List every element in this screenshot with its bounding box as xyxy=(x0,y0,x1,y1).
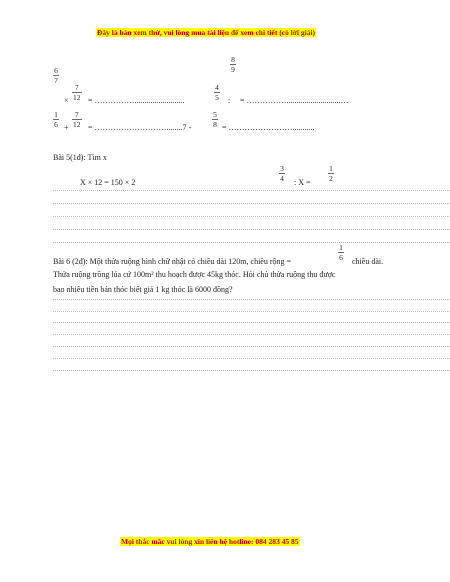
fraction-6-7 xyxy=(53,66,59,85)
answer-line xyxy=(53,370,450,371)
exercise-5-title: Bài 5(1đ): Tìm x xyxy=(53,153,107,162)
equation-2-mid: : X = xyxy=(294,178,311,187)
answer-blank: = ………………………........7 - xyxy=(88,123,192,132)
plus-operator: + xyxy=(64,123,69,132)
denominator: 6 xyxy=(339,253,343,262)
numerator: 1 xyxy=(54,110,58,119)
fraction-3-4 xyxy=(279,164,285,183)
answer-line xyxy=(53,322,450,323)
exercise-6-line-3: bao nhiêu tiền bán thóc biết giá 1 kg thóc là 6000 đồng? xyxy=(53,285,233,294)
fraction-1-6 xyxy=(53,110,59,129)
denominator: 7 xyxy=(54,76,58,85)
fraction-8-9 xyxy=(230,55,236,74)
fraction-7-12 xyxy=(72,110,82,129)
denominator: 12 xyxy=(73,120,81,129)
denominator: 12 xyxy=(73,93,81,102)
numerator: 3 xyxy=(280,164,284,173)
answer-line xyxy=(53,334,450,335)
fraction-4-5 xyxy=(214,83,220,102)
answer-blank: = ……………………........... xyxy=(222,123,315,132)
exercise-6-text-before: Bài 6 (2đ): Một thửa ruộng hình chữ nhật có chiều dài 120m, chiều rộng = xyxy=(53,257,292,266)
denominator: 5 xyxy=(215,93,219,102)
answer-blank: = ……………...........................… xyxy=(240,96,349,105)
multiply-operator: × xyxy=(64,96,69,105)
footer-banner: Mọi thắc mắc vui lòng xin liên hệ hotline: 084 283 45 85 xyxy=(121,537,299,546)
numerator: 5 xyxy=(213,110,217,119)
denominator: 9 xyxy=(231,65,235,74)
fraction-5-8 xyxy=(212,110,218,129)
answer-line xyxy=(53,358,450,359)
divide-operator: : xyxy=(228,96,231,105)
numerator: 7 xyxy=(74,110,79,119)
denominator: 6 xyxy=(54,120,58,129)
fraction-1-6 xyxy=(338,243,344,262)
answer-line xyxy=(53,203,450,204)
exercise-6-line-2: Thửa ruộng trồng lúa cứ 100m² thu hoạch được 45kg thóc. Hỏi chủ thửa ruộng thu được xyxy=(53,270,336,279)
numerator: 4 xyxy=(215,83,219,92)
denominator: 8 xyxy=(213,120,217,129)
fraction-7-12 xyxy=(72,83,82,102)
answer-line xyxy=(53,242,450,243)
numerator: 8 xyxy=(231,55,235,64)
equation-1: X × 12 = 150 × 2 xyxy=(80,178,136,187)
numerator: 1 xyxy=(329,164,333,173)
header-banner: Đây là bản xem thử, vui lòng mua tài liệu để xem chi tiết (có lời giải) xyxy=(97,28,316,37)
answer-line xyxy=(53,190,450,191)
numerator: 7 xyxy=(74,83,79,92)
numerator: 1 xyxy=(339,243,343,252)
answer-line xyxy=(53,346,450,347)
answer-line xyxy=(53,216,450,217)
exercise-6-line-1 xyxy=(53,257,291,266)
fraction-1-2 xyxy=(328,164,334,183)
numerator: 6 xyxy=(54,66,58,75)
answer-blank: = ……………......................... xyxy=(88,96,185,105)
answer-line xyxy=(53,311,450,312)
answer-line xyxy=(53,229,450,230)
exercise-6-text-after: chiều dài. xyxy=(352,257,384,266)
denominator: 4 xyxy=(280,174,284,183)
answer-line xyxy=(53,299,450,300)
denominator: 2 xyxy=(329,174,333,183)
